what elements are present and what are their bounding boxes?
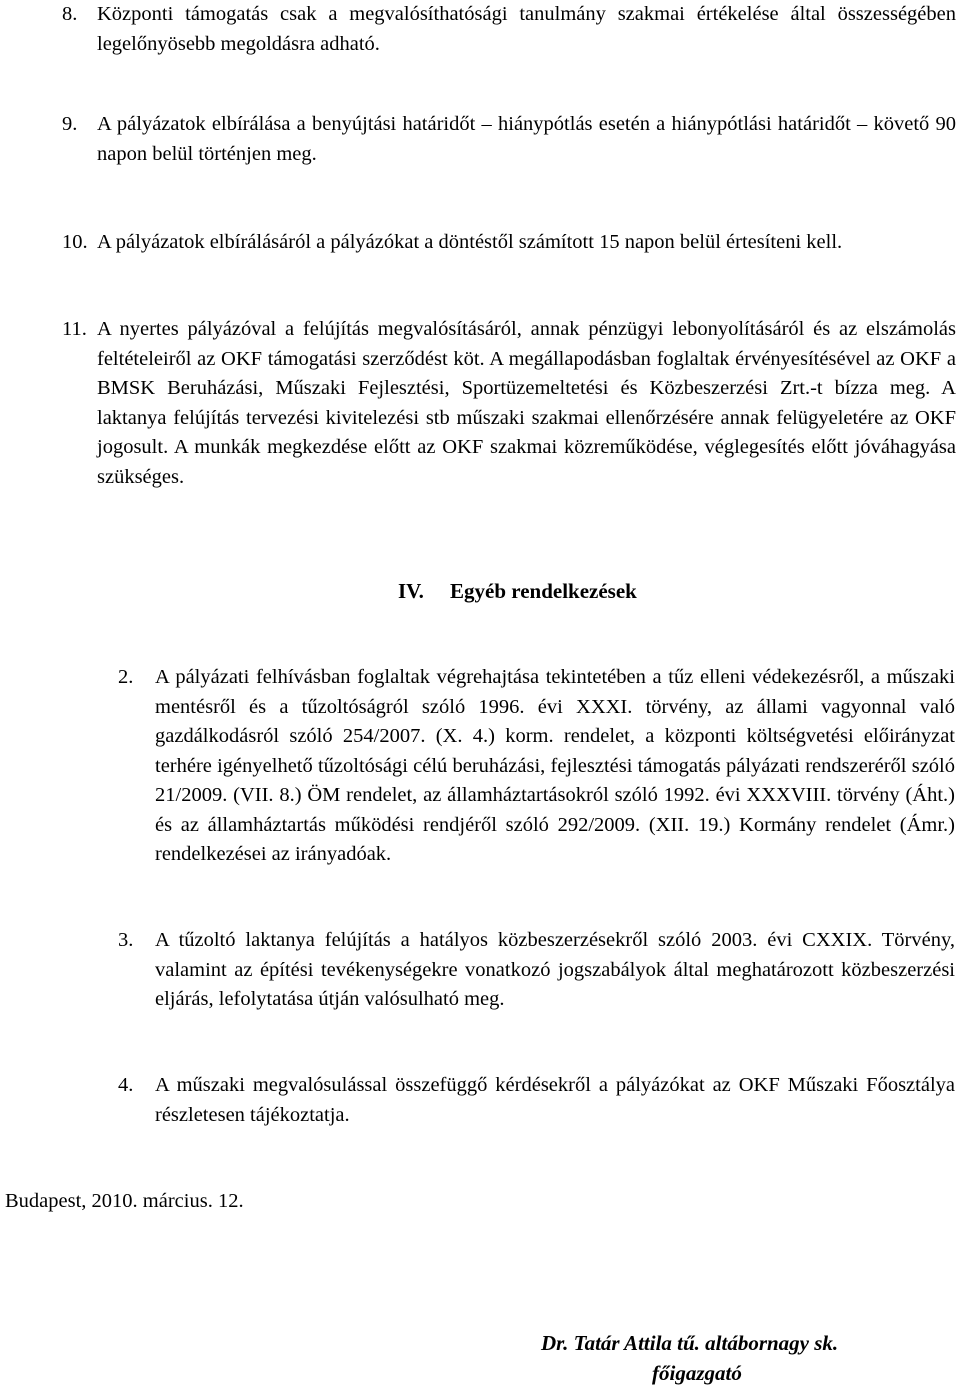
list-item-9 (62, 110, 956, 169)
item-text: Központi támogatás csak a megvalósíthatósági tanulmány szakmai értékelése által összességében legelőnyösebb megoldásra adható. (97, 3, 956, 55)
item-text: A műszaki megvalósulással összefüggő kérdésekről a pályázókat az OKF Műszaki Főosztálya részletesen tájékoztatja. (155, 1074, 955, 1126)
signatory-title: főigazgató (652, 1361, 742, 1385)
item-number: 4. (118, 1074, 134, 1096)
item-number: 2. (118, 666, 134, 688)
item-number: 3. (118, 929, 134, 951)
document-date: Budapest, 2010. március. 12. (5, 1190, 244, 1212)
item-number: 11. (62, 318, 87, 340)
item-number: 10. (62, 231, 88, 253)
section-title: Egyéb rendelkezések (450, 579, 637, 603)
item-text: A pályázatok elbírálása a benyújtási határidőt – hiánypótlás esetén a hiánypótlási határidőt – követő 90 napon belül történjen meg. (97, 113, 956, 165)
item-text: A pályázatok elbírálásáról a pályázókat a döntéstől számított 15 napon belül értesíteni kell. (97, 231, 843, 253)
section-number: IV. (398, 579, 424, 603)
item-number: 8. (62, 3, 78, 25)
list-item-2 (118, 663, 955, 870)
list-item-8 (62, 0, 956, 59)
item-number: 9. (62, 113, 78, 135)
item-text: A nyertes pályázóval a felújítás megvalósításáról, annak pénzügyi lebonyolításáról és az elszámolás feltételeiről az OKF támogatási szerződést köt. A megállapodásban foglaltak érvényesítésével az OKF a BMSK Beruházási, Műszaki Fejlesztési, Sportüzemeltetési és Közbeszerzési Zrt.-t bízza meg. A laktanya felújítás tervezési kivitelezési stb műszaki szakmai ellenőrzésére annak felügyeletére az OKF jogosult. A munkák megkezdése előtt az OKF szakmai közreműködése, véglegesítés előtt jóváhagyása szükséges. (97, 318, 956, 488)
list-item-11 (62, 315, 956, 492)
signatory-name: Dr. Tatár Attila tű. altábornagy sk. (541, 1331, 839, 1355)
item-text: A tűzoltó laktanya felújítás a hatályos közbeszerzésekről szóló 2003. évi CXXIX. Törvény, valamint az építési tevékenységekre vonatkozó jogszabályok által meghatározott közbeszerzési eljárás, lefolytatása útján valósulható meg. (155, 929, 955, 1010)
list-item-4 (118, 1071, 955, 1130)
list-item-3 (118, 926, 955, 1015)
list-item-10 (62, 228, 956, 258)
item-text: A pályázati felhívásban foglaltak végrehajtása tekintetében a tűz elleni védekezésről, a műszaki mentésről és a tűzoltóságról szóló 1996. évi XXXI. törvény, az állami vagyonnal való gazdálkodásról szóló 254/2007. (X. 4.) korm. rendelet, a központi költségvetési előirányzat terhére igényelhető tűzoltósági célú beruházási, fejlesztési támogatás pályázati rendszeréről szóló 21/2009. (VII. 8.) ÖM rendelet, az államháztartásokról szóló 1992. évi XXXVIII. törvény (Áht.) és az államháztartás működési rendjéről szóló 292/2009. (XII. 19.) Kormány rendelet (Ámr.) rendelkezései az irányadóak. (155, 666, 955, 865)
